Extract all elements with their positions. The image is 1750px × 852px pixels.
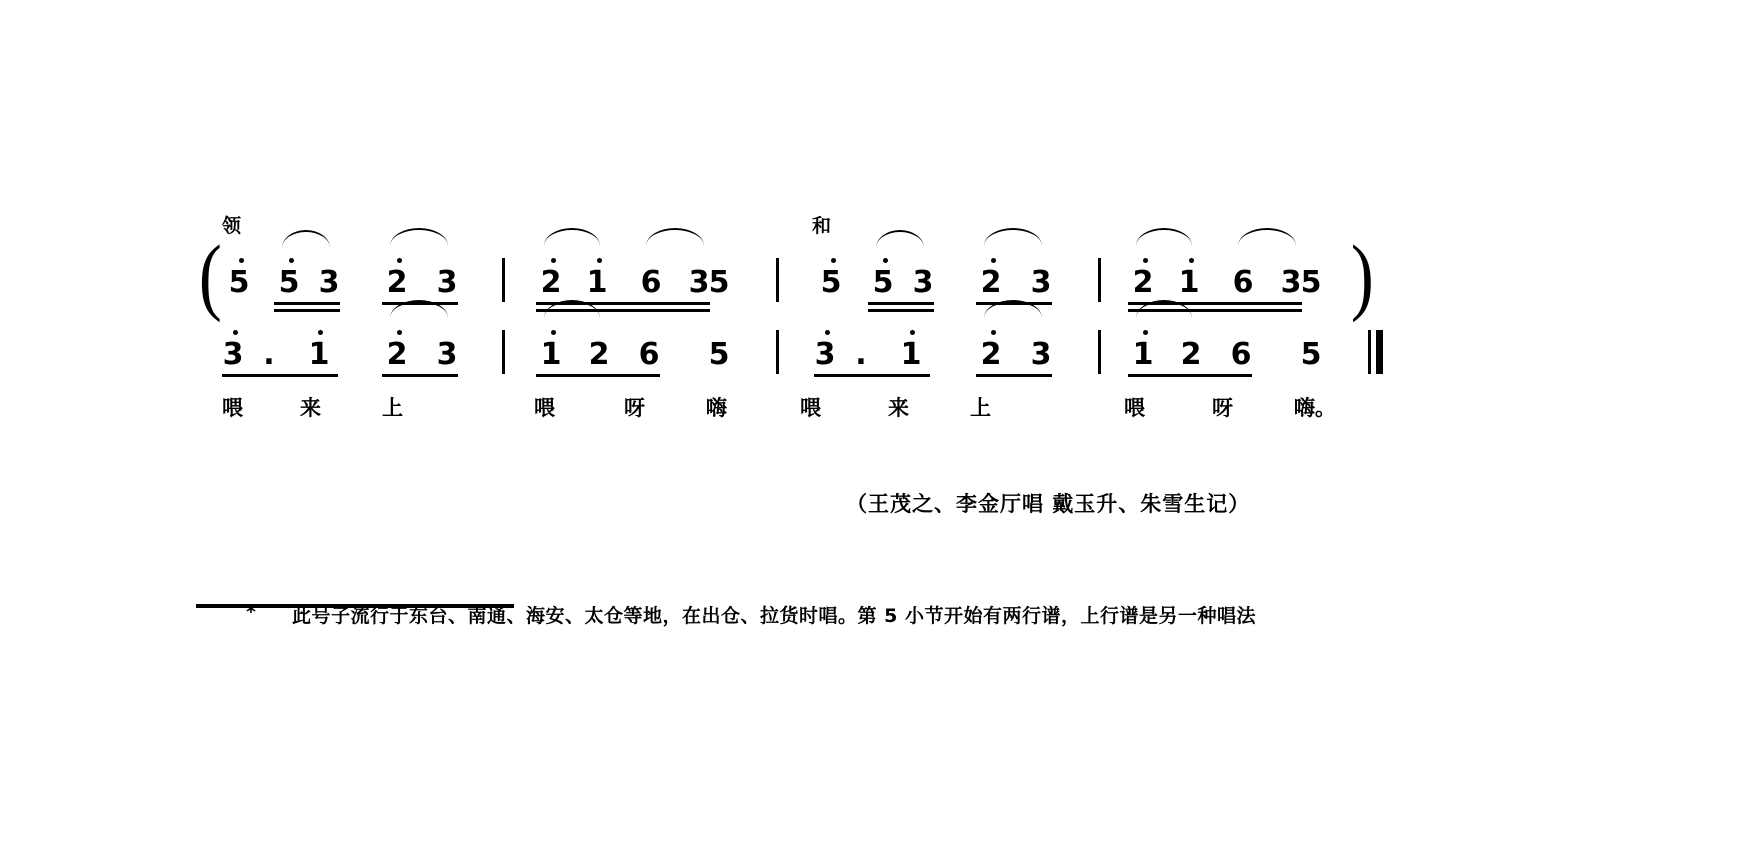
note: 3 — [318, 265, 340, 300]
octave-dot — [233, 330, 238, 335]
role-marker-lead: 领 — [222, 215, 242, 237]
note: 3 — [1030, 337, 1052, 372]
final-barline-thick — [1376, 330, 1383, 374]
lyric-char: 喂 — [534, 396, 555, 420]
lyric-char: 喂 — [222, 396, 243, 420]
lyric-char: 嗨。 — [1294, 396, 1336, 420]
note: 3 — [912, 265, 934, 300]
duration-underline — [536, 374, 660, 377]
slur-arc — [1238, 228, 1296, 246]
slur-arc — [984, 228, 1042, 246]
note: 2 — [980, 337, 1002, 372]
bracket-close: ) — [1350, 227, 1374, 323]
octave-dot — [318, 330, 323, 335]
footnote-marker: * — [246, 601, 256, 623]
note: 6 — [640, 265, 662, 300]
octave-dot — [1143, 330, 1148, 335]
bar-line — [502, 330, 505, 374]
note: 1 — [1178, 265, 1200, 300]
note: 6 — [1230, 337, 1252, 372]
octave-dot — [831, 258, 836, 263]
note: 2 — [588, 337, 610, 372]
staff-row-lower — [0, 322, 1750, 382]
note: 5 — [228, 265, 250, 300]
note: 3 — [436, 265, 458, 300]
note: 1 — [586, 265, 608, 300]
note: 2 — [386, 337, 408, 372]
bracket-open: ( — [198, 227, 222, 323]
octave-dot — [1189, 258, 1194, 263]
bar-line — [1098, 258, 1101, 302]
duration-underline — [976, 374, 1052, 377]
staff-row-upper — [0, 250, 1750, 310]
note: 5 — [1300, 265, 1322, 300]
note: 3 — [688, 265, 710, 300]
note: 5 — [1300, 337, 1322, 372]
note: 3 — [1280, 265, 1302, 300]
octave-dot — [883, 258, 888, 263]
slur-arc — [282, 230, 330, 248]
lyric-char: 来 — [888, 396, 909, 420]
note: 1 — [308, 337, 330, 372]
octave-dot — [397, 258, 402, 263]
lyric-char: 喂 — [1124, 396, 1145, 420]
note: 1 — [900, 337, 922, 372]
credit-line: （王茂之、李金厅唱 戴玉升、朱雪生记） — [846, 492, 1251, 516]
note: 5 — [708, 265, 730, 300]
note: 5 — [708, 337, 730, 372]
duration-underline — [1128, 374, 1252, 377]
octave-dot — [825, 330, 830, 335]
octave-dot — [397, 330, 402, 335]
bar-line — [776, 258, 779, 302]
note-dot: . — [263, 337, 275, 372]
final-barline-thin — [1368, 330, 1371, 374]
note: 2 — [540, 265, 562, 300]
note: 2 — [1132, 265, 1154, 300]
slur-arc — [1136, 228, 1192, 246]
bar-line — [1098, 330, 1101, 374]
octave-dot — [910, 330, 915, 335]
note: 3 — [1030, 265, 1052, 300]
lyric-char: 来 — [300, 396, 321, 420]
lyric-char: 上 — [382, 396, 403, 420]
duration-underline — [814, 374, 930, 377]
note: 5 — [872, 265, 894, 300]
note: 1 — [540, 337, 562, 372]
lyric-char: 喂 — [800, 396, 821, 420]
octave-dot — [1143, 258, 1148, 263]
lyric-char: 呀 — [624, 396, 645, 420]
octave-dot — [289, 258, 294, 263]
lyric-char: 上 — [970, 396, 991, 420]
octave-dot — [239, 258, 244, 263]
slur-arc — [390, 228, 448, 246]
duration-underline — [868, 302, 934, 305]
slur-arc — [876, 230, 924, 248]
note: 3 — [222, 337, 244, 372]
octave-dot — [991, 330, 996, 335]
duration-underline — [868, 309, 934, 312]
duration-underline — [222, 374, 338, 377]
note: 2 — [386, 265, 408, 300]
note: 5 — [820, 265, 842, 300]
note: 6 — [1232, 265, 1254, 300]
note: 5 — [278, 265, 300, 300]
note: 3 — [436, 337, 458, 372]
duration-underline — [382, 374, 458, 377]
note: 6 — [638, 337, 660, 372]
octave-dot — [551, 330, 556, 335]
bar-line — [502, 258, 505, 302]
lyric-char: 嗨 — [706, 396, 727, 420]
role-marker-chorus: 和 — [812, 215, 832, 237]
bar-line — [776, 330, 779, 374]
note: 3 — [814, 337, 836, 372]
lyric-char: 呀 — [1212, 396, 1233, 420]
duration-underline — [274, 309, 340, 312]
duration-underline — [274, 302, 340, 305]
note: 2 — [980, 265, 1002, 300]
note: 2 — [1180, 337, 1202, 372]
slur-arc — [544, 228, 600, 246]
footnote-text: 此号子流行于东台、南通、海安、太仓等地，在出仓、拉货时唱。第 5 小节开始有两行谱，上行谱是另一种唱法 — [292, 605, 1256, 627]
slur-arc — [646, 228, 704, 246]
octave-dot — [551, 258, 556, 263]
note: 1 — [1132, 337, 1154, 372]
note-dot: . — [855, 337, 867, 372]
octave-dot — [991, 258, 996, 263]
octave-dot — [597, 258, 602, 263]
